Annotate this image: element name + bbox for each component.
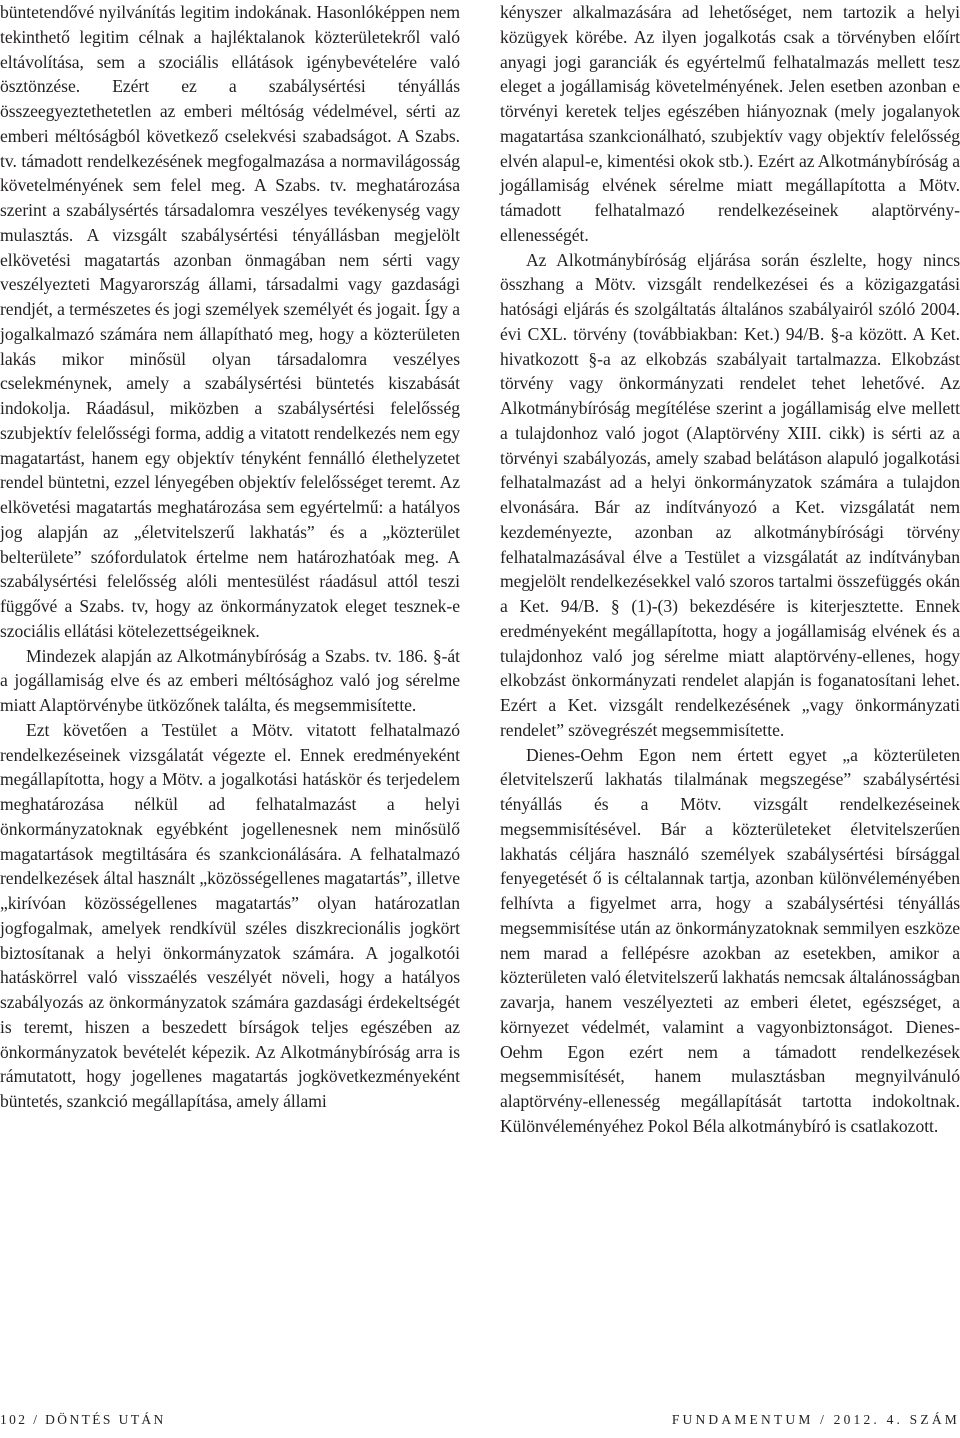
paragraph: kényszer alkalmazására ad lehetőséget, nem tartozik a helyi közügyek körébe. Az ilyen jogalkotás csak a törvényben előírt anyagi jogi garanciák és egyértelmű felhatalmazás mellett tesz eleget a jogállamiság követelményének. Jelen esetben azonban e törvényi keretek teljes egészében hiányoznak (mely jogalanyok magatartása szankcionálható, szubjektív vagy objektív felelősség elvén alapul-e, kimentési okok stb.). Ezért az Alkotmánybíróság a jogállamiság elvének sérelme miatt megállapította a Mötv. támadott felhatalmazó rendelkezéseinek alaptörvény-ellenességét. xyxy=(500,2,960,245)
page-footer xyxy=(0,1412,960,1432)
paragraph: büntetendővé nyilvánítás legitim indokának. Hasonlóképpen nem tekinthető legitim célnak a hajléktalanok közterületekről való eltávolítása, sem a szociális ellátások igénybevételére való ösztönzése. Ezért ez a szabálysértési tényállás összeegyeztethetetlen az emberi méltóság védelmével, sérti az emberi méltóságból következő cselekvési szabadságot. A Szabs. tv. támadott rendelkezésének megfogalmazása a normavilágosság követelményének sem felel meg. A Szabs. tv. meghatározása szerint a szabálysértés társadalomra veszélyes tevékenység vagy mulasztás. A vizsgált szabálysértési tényállásban megjelölt elkövetési magatartás azonban önmagában nem sérti vagy veszélyezteti Magyarország állami, társadalmi vagy gazdasági rendjét, a természetes és jogi személyek személyét és jogait. Így a jogalkalmazó számára nem állapítható meg, hogy a közterületen lakás mikor minősül olyan társadalomra veszélyes cselekménynek, amely a szabálysértési büntetés kiszabását indokolja. Ráadásul, miközben a szabálysértési felelősség szubjektív felelősségi forma, addig a vitatott rendelkezés nem egy magatartást, hanem egy objektív tényként fennálló élethelyzetet rendel büntetni, ezzel lényegében objektív felelősséget teremt. Az elkövetési magatartás meghatározása sem egyértelmű: a hatályos jog alapján az „életvitelszerű lakhatás” és a „közterület belterülete” szófordulatok értelme nem határozhatóak meg. A szabálysértési felelősség alóli mentesülést ráadásul attól teszi függővé a Szabs. tv, hogy az önkormányzatok eleget tesznek-e szociális ellátási kötelezettségeiknek. xyxy=(0,2,460,641)
paragraph: Az Alkotmánybíróság eljárása során észlelte, hogy nincs összhang a Mötv. vizsgált rendelkezései és a közigazgatási hatósági eljárás és szolgáltatás általános szabályairól szóló 2004. évi CXL. törvény (továbbiakban: Ket.) 94/B. §-a között. A Ket. hivatkozott §-a az elkobzás szabályait tartalmazza. Elkobzást törvény vagy önkormányzati rendelet tehet lehetővé. Az Alkotmánybíróság megítélése szerint a jogállamiság elve mellett a tulajdonhoz való jogot (Alaptörvény XIII. cikk) is sérti az a törvényi szabályozás, amely szabad belátáson alapuló jogalkotási felhatalmazást ad a helyi önkormányzatok számára a tulajdon elvonására. Bár az indítványozó a Ket. vizsgálatát nem kezdeményezte, azonban az alkotmánybírósági törvény felhatalmazásával élve a Testület a vizsgálatát az indítványban megjelölt rendelkezésekkel való szoros tartalmi összefüggés okán a Ket. 94/B. § (1)-(3) bekezdésére is kiterjesztette. Ennek eredményeként megállapította, hogy a jogállamiság elvének és a tulajdonhoz való jog sérelme miatt alaptörvény-ellenes, hogy elkobzást önkormányzati rendelet alapján is foganatosítani lehet. Ezért a Ket. vizsgált rendelkezésének „vagy önkormányzati rendelet” szövegrészét megsemmisítette. xyxy=(500,249,960,740)
paragraph: Mindezek alapján az Alkotmánybíróság a Szabs. tv. 186. §-át a jogállamiság elve és az emberi méltósághoz való jog sérelme miatt Alaptörvénybe ütközőnek találta, és megsemmisítette. xyxy=(0,645,460,715)
footer-journal-issue: FUNDAMENTUM / 2012. 4. SZÁM xyxy=(671,1412,960,1427)
paragraph: Dienes-Oehm Egon nem értett egyet „a közterületen életvitelszerű lakhatás tilalmának megszegése” szabálysértési tényállás és a Mötv. vizsgált rendelkezéseinek megsemmisítésével. Bár a közterületeket életvitelszerűen lakhatás céljára használó személyek szabálysértési bírsággal fenyegetését ő is céltalannak tartja, azonban különvéleményében felhívta a figyelmet arra, hogy a szabálysértési tényállás megsemmisítése után az önkormányzatoknak semmilyen eszköze nem marad a fellépésre azokban az esetekben, amikor a közterületen való életvitelszerű lakhatás nemcsak általánosságban zavarja, hanem veszélyezteti az emberi életet, egészséget, a környezet védelmét, valamint a vagyonbiztonságot. Dienes-Oehm Egon ezért nem a támadott rendelkezések megsemmisítését, hanem mulasztásban megnyilvánuló alaptörvény-ellenesség megállapítását tartotta indokoltnak. Különvéleményéhez Pokol Béla alkotmánybíró is csatlakozott. xyxy=(500,744,960,1136)
footer-page-number-section: 102 / DÖNTÉS UTÁN xyxy=(0,1412,166,1427)
paragraph: Ezt követően a Testület a Mötv. vitatott felhatalmazó rendelkezéseinek vizsgálatát végezte el. Ennek eredményeként megállapította, hogy a Mötv. a jogalkotási hatáskör és terjedelem meghatározása nélkül ad felhatalmazást a helyi önkormányzatoknak egyébként jogellenesnek nem minősülő magatartások megtiltására és szankcionálására. A felhatalmazó rendelkezések által használt „közösségellenes magatartás”, illetve „kirívóan közösségellenes magatartás” olyan határozatlan jogfogalmak, amelyek rendkívül széles diszkrecionális jogkört biztosítanak a helyi önkormányzatok számára. A jogalkotói hatáskörrel való visszaélés veszélyét növeli, hogy a hatályos szabályozás az önkormányzatok számára gazdasági érdekeltségét is teremt, hiszen a beszedett bírságok teljes egészében az önkormányzatok bevételét képezik. Az Alkotmánybíróság arra is rámutatott, hogy jogellenes magatartás jogkövetkezményeként büntetés, szankció megállapítása, amely állami xyxy=(0,719,460,1111)
right-text-column xyxy=(500,0,960,1139)
left-text-column xyxy=(0,0,460,1114)
